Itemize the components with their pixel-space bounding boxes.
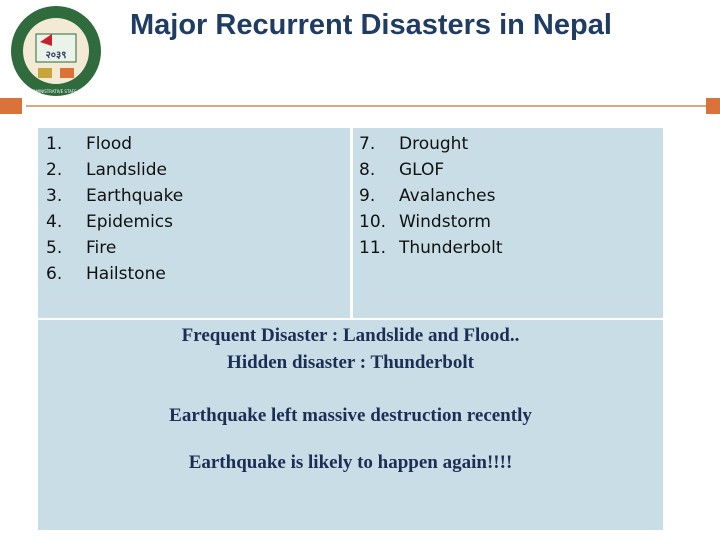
earthquake-warning-note: Earthquake is likely to happen again!!!! <box>188 452 513 473</box>
slide-title: Major Recurrent Disasters in Nepal <box>130 9 612 41</box>
panel-divider-vertical <box>350 128 353 318</box>
list-item <box>359 157 503 183</box>
list-item-label: Fire <box>86 238 117 258</box>
list-item-label: Epidemics <box>86 212 173 232</box>
list-item-label: Avalanches <box>399 186 496 206</box>
accent-bar-left <box>0 98 22 114</box>
list-item-label: GLOF <box>399 160 445 180</box>
hidden-disaster-note: Hidden disaster : Thunderbolt <box>227 352 474 373</box>
list-item-label: Earthquake <box>86 186 184 206</box>
list-item-number: 3. <box>46 186 63 206</box>
list-item <box>46 183 183 209</box>
disaster-list-right <box>359 131 503 261</box>
list-item-number: 11. <box>359 238 387 258</box>
list-item <box>359 183 503 209</box>
list-item <box>46 261 183 287</box>
list-item <box>359 235 503 261</box>
list-item-number: 1. <box>46 134 63 154</box>
list-item-label: Landslide <box>86 160 168 180</box>
list-item-number: 8. <box>359 160 376 180</box>
disaster-list-left <box>46 131 183 287</box>
recent-earthquake-note: Earthquake left massive destruction recently <box>169 405 532 426</box>
logo-text: NEPAL ADMINISTRATIVE STAFF COLLEGE <box>15 89 97 94</box>
list-item-number: 5. <box>46 238 63 258</box>
accent-line <box>26 105 720 107</box>
list-item-number: 10. <box>359 212 387 232</box>
list-item-label: Drought <box>399 134 469 154</box>
frequent-disaster-note: Frequent Disaster : Landslide and Flood.. <box>181 325 520 346</box>
list-item <box>46 131 183 157</box>
panel-divider-horizontal <box>38 318 663 320</box>
list-item <box>46 157 183 183</box>
list-item-number: 7. <box>359 134 376 154</box>
list-item-number: 2. <box>46 160 63 180</box>
list-item-number: 9. <box>359 186 376 206</box>
list-item-number: 4. <box>46 212 63 232</box>
list-item-label: Thunderbolt <box>399 238 503 258</box>
list-item-label: Windstorm <box>399 212 491 232</box>
list-item <box>46 235 183 261</box>
list-item <box>359 209 503 235</box>
logo-year: २०३९ <box>45 50 67 61</box>
accent-bar-right <box>706 98 720 114</box>
list-item-number: 6. <box>46 264 63 284</box>
list-item-label: Flood <box>86 134 133 154</box>
list-item <box>46 209 183 235</box>
list-item-label: Hailstone <box>86 264 166 284</box>
list-item <box>359 131 503 157</box>
college-logo <box>6 4 106 98</box>
